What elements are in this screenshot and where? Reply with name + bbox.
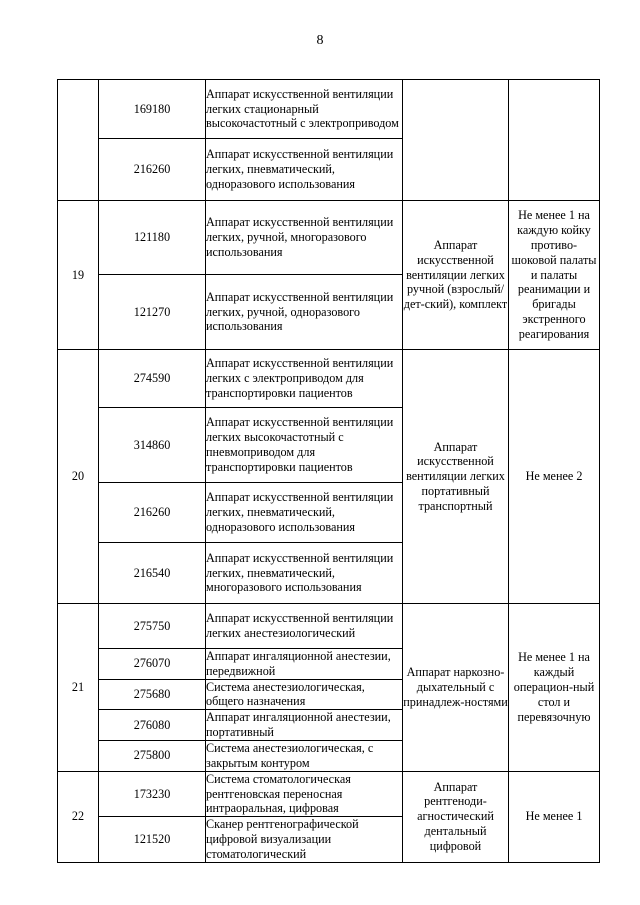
type-cell: Аппарат искусственной вентиляции легких портативный транспортный: [403, 350, 509, 604]
table-row: [58, 80, 600, 139]
name-cell: Аппарат искусственной вентиляции легких, ручной, одноразового использования: [206, 275, 403, 350]
code-cell: 216260: [99, 139, 206, 201]
name-cell: Аппарат искусственной вентиляции легких стационарный высокочастотный с электроприводом: [206, 80, 403, 139]
table-row: [58, 771, 600, 816]
code-cell: 216540: [99, 543, 206, 604]
table-row: [58, 201, 600, 275]
code-cell: 274590: [99, 350, 206, 408]
requirement-cell: Не менее 1: [509, 771, 600, 862]
requirement-cell: [509, 80, 600, 201]
code-cell: 121270: [99, 275, 206, 350]
code-cell: 314860: [99, 408, 206, 483]
item-number-cell: 21: [58, 604, 99, 772]
type-cell: [403, 80, 509, 201]
item-number-cell: 22: [58, 771, 99, 862]
name-cell: Аппарат искусственной вентиляции легких анестезиологический: [206, 604, 403, 649]
item-number-cell: 19: [58, 201, 99, 350]
code-cell: 276080: [99, 710, 206, 741]
table-row: [58, 350, 600, 408]
code-cell: 275680: [99, 679, 206, 710]
type-cell: Аппарат наркозно-дыхательный с принадлеж-ностями: [403, 604, 509, 772]
table-row: [58, 604, 600, 649]
name-cell: Аппарат искусственной вентиляции легких, пневматический, одноразового использования: [206, 483, 403, 543]
name-cell: Аппарат ингаляционной анестезии, портативный: [206, 710, 403, 741]
item-number-cell: 20: [58, 350, 99, 604]
type-cell: Аппарат рентгеноди-агностический дентальный цифровой: [403, 771, 509, 862]
type-cell: Аппарат искусственной вентиляции легких ручной (взрослый/дет-ский), комплект: [403, 201, 509, 350]
page-number: 8: [316, 33, 324, 48]
code-cell: 173230: [99, 771, 206, 816]
code-cell: 275800: [99, 740, 206, 771]
equipment-table: [57, 79, 600, 863]
code-cell: 121520: [99, 817, 206, 862]
name-cell: Аппарат искусственной вентиляции легких, пневматический, одноразового использования: [206, 139, 403, 201]
code-cell: 216260: [99, 483, 206, 543]
requirement-cell: Не менее 1 на каждую койку противо-шоковой палаты и палаты реанимации и бригады экстренного реагирования: [509, 201, 600, 350]
name-cell: Система анестезиологическая, с закрытым контуром: [206, 740, 403, 771]
name-cell: Система анестезиологическая, общего назначения: [206, 679, 403, 710]
name-cell: Система стоматологическая рентгеновская переносная интраоральная, цифровая: [206, 771, 403, 816]
name-cell: Аппарат искусственной вентиляции легких, пневматический, многоразового использования: [206, 543, 403, 604]
code-cell: 276070: [99, 649, 206, 680]
name-cell: Аппарат ингаляционной анестезии, передвижной: [206, 649, 403, 680]
name-cell: Аппарат искусственной вентиляции легких с электроприводом для транспортировки пациентов: [206, 350, 403, 408]
item-number-cell: [58, 80, 99, 201]
name-cell: Аппарат искусственной вентиляции легких высокочастотный с пневмоприводом для транспортировки пациентов: [206, 408, 403, 483]
code-cell: 275750: [99, 604, 206, 649]
requirement-cell: Не менее 2: [509, 350, 600, 604]
code-cell: 169180: [99, 80, 206, 139]
code-cell: 121180: [99, 201, 206, 275]
name-cell: Сканер рентгенографической цифровой визуализации стоматологический: [206, 817, 403, 862]
requirement-cell: Не менее 1 на каждый операцион-ный стол и перевязочную: [509, 604, 600, 772]
name-cell: Аппарат искусственной вентиляции легких, ручной, многоразового использования: [206, 201, 403, 275]
